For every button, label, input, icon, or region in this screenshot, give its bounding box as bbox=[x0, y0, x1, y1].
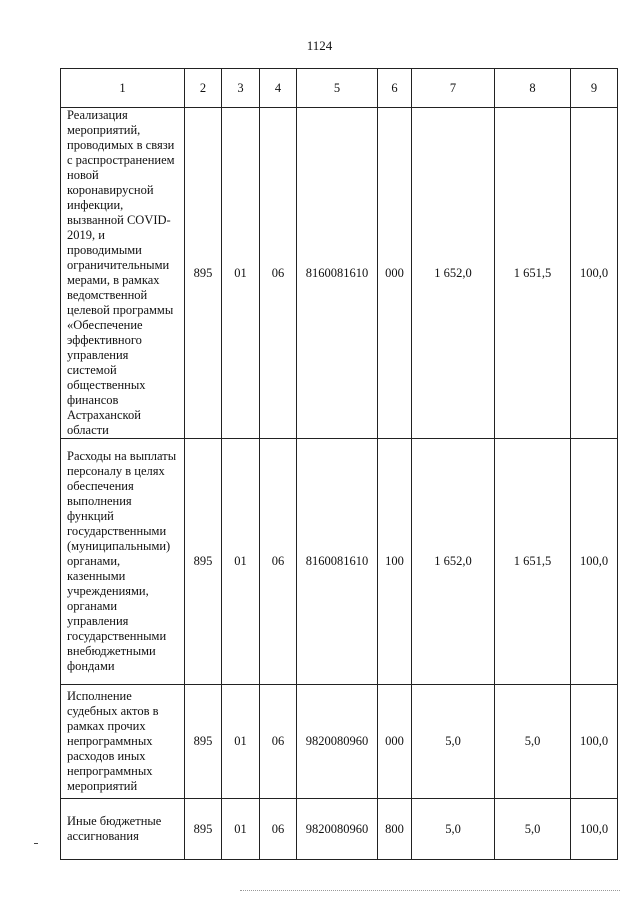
section-code-cell: 01 bbox=[222, 108, 260, 439]
table-row bbox=[61, 685, 618, 799]
expense-name-cell: Расходы на выплаты персоналу в целях обеспечения выполнения функций государственными (муниципальными) органами, казенными учреждениями, органами управления государственными внебюджетными фондами bbox=[61, 439, 185, 685]
column-header: 7 bbox=[412, 69, 495, 108]
target-article-cell: 9820080960 bbox=[297, 685, 378, 799]
actual-amount-cell: 1 651,5 bbox=[495, 108, 571, 439]
footer-divider bbox=[240, 890, 620, 891]
ministry-code-cell: 895 bbox=[185, 799, 222, 860]
percent-cell: 100,0 bbox=[571, 685, 618, 799]
section-code-cell: 01 bbox=[222, 799, 260, 860]
table-row bbox=[61, 108, 618, 439]
page-number: 1124 bbox=[306, 38, 333, 53]
table-header-row bbox=[61, 69, 618, 108]
percent-cell: 100,0 bbox=[571, 799, 618, 860]
column-header: 8 bbox=[495, 69, 571, 108]
column-header: 6 bbox=[378, 69, 412, 108]
subsection-code-cell: 06 bbox=[260, 685, 297, 799]
table-row bbox=[61, 799, 618, 860]
ministry-code-cell: 895 bbox=[185, 439, 222, 685]
target-article-cell: 8160081610 bbox=[297, 108, 378, 439]
budget-table bbox=[60, 68, 618, 860]
section-code-cell: 01 bbox=[222, 439, 260, 685]
planned-amount-cell: 5,0 bbox=[412, 799, 495, 860]
section-code-cell: 01 bbox=[222, 685, 260, 799]
expense-type-cell: 100 bbox=[378, 439, 412, 685]
ministry-code-cell: 895 bbox=[185, 685, 222, 799]
expense-name-cell: Исполнение судебных актов в рамках прочих непрограммных расходов иных непрограммных мероприятий bbox=[61, 685, 185, 799]
percent-cell: 100,0 bbox=[571, 108, 618, 439]
subsection-code-cell: 06 bbox=[260, 799, 297, 860]
expense-type-cell: 000 bbox=[378, 108, 412, 439]
column-header: 4 bbox=[260, 69, 297, 108]
expense-type-cell: 000 bbox=[378, 685, 412, 799]
table-row bbox=[61, 439, 618, 685]
target-article-cell: 8160081610 bbox=[297, 439, 378, 685]
percent-cell: 100,0 bbox=[571, 439, 618, 685]
expense-name-cell: Реализация мероприятий, проводимых в связи с распространением новой коронавирусной инфекции, вызванной COVID-2019, и проводимыми ограничительными мерами, в рамках ведомственной целевой программы «Обеспечение эффективного управления системой общественных финансов Астраханской области bbox=[61, 108, 185, 439]
column-header: 2 bbox=[185, 69, 222, 108]
subsection-code-cell: 06 bbox=[260, 439, 297, 685]
actual-amount-cell: 5,0 bbox=[495, 799, 571, 860]
planned-amount-cell: 1 652,0 bbox=[412, 439, 495, 685]
actual-amount-cell: 5,0 bbox=[495, 685, 571, 799]
subsection-code-cell: 06 bbox=[260, 108, 297, 439]
column-header: 1 bbox=[61, 69, 185, 108]
planned-amount-cell: 5,0 bbox=[412, 685, 495, 799]
expense-name-cell: Иные бюджетные ассигнования bbox=[61, 799, 185, 860]
ministry-code-cell: 895 bbox=[185, 108, 222, 439]
planned-amount-cell: 1 652,0 bbox=[412, 108, 495, 439]
column-header: 9 bbox=[571, 69, 618, 108]
scan-mark bbox=[34, 843, 38, 844]
column-header: 3 bbox=[222, 69, 260, 108]
target-article-cell: 9820080960 bbox=[297, 799, 378, 860]
actual-amount-cell: 1 651,5 bbox=[495, 439, 571, 685]
column-header: 5 bbox=[297, 69, 378, 108]
expense-type-cell: 800 bbox=[378, 799, 412, 860]
